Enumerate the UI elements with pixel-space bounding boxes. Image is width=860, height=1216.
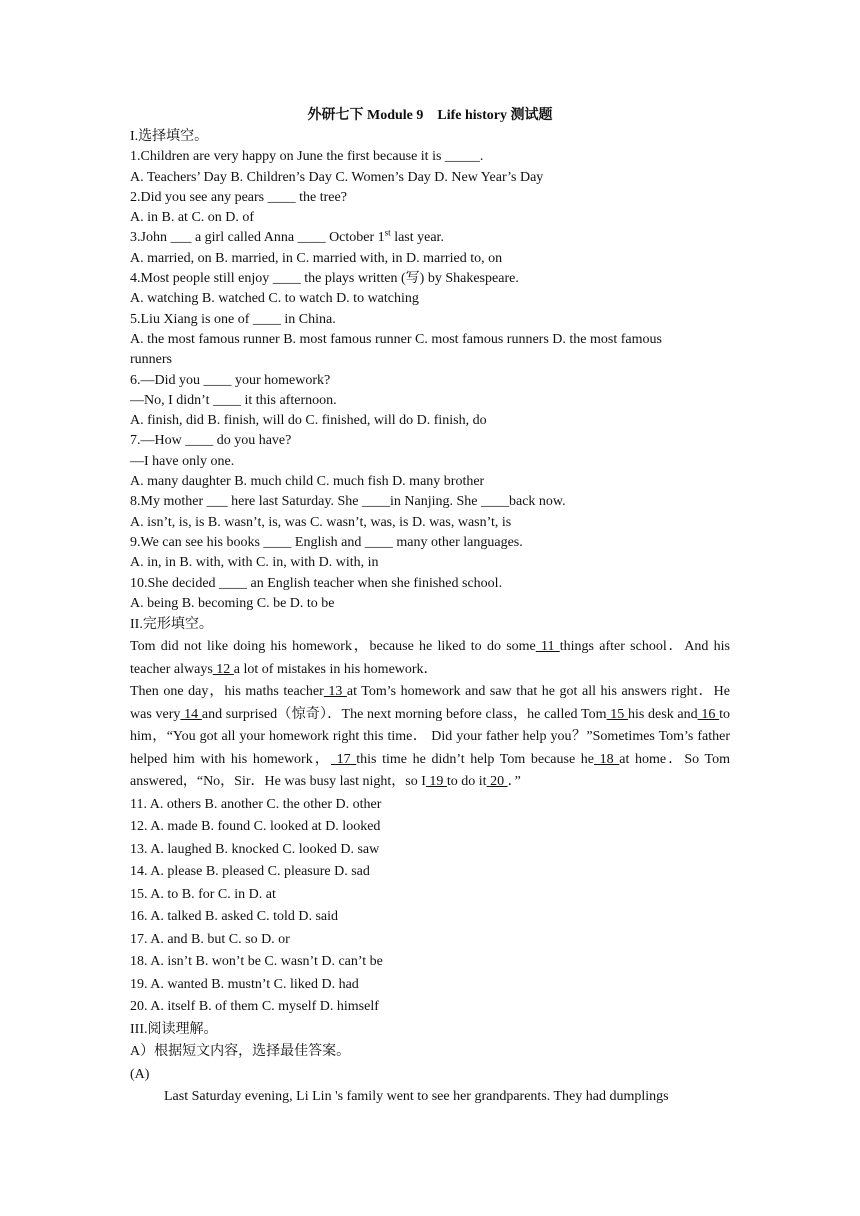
- blank-15: 15: [606, 706, 628, 722]
- section-heading: I.选择填空。: [130, 129, 209, 144]
- text: ．”: [507, 774, 521, 790]
- section-heading: II.完形填空。: [130, 617, 213, 633]
- text: things after school．And his teacher always: [130, 639, 730, 677]
- question-3-text: 3.John ___ a girl called Anna ____ October 1: [130, 230, 385, 246]
- options-7: A. many daughter B. much child C. much fish D. many brother: [130, 474, 485, 490]
- text: his desk and: [627, 706, 698, 722]
- question-8: 8.My mother ___ here last Saturday. She ____in Nanjing. She ____back now.: [130, 494, 566, 510]
- superscript: st: [384, 227, 391, 238]
- text: Tom did not like doing his homework，because he liked to do some: [130, 639, 536, 655]
- text: to him，“You got all your homework right this time． Did your father help you？”Sometimes Tom’s father helped him with his homework，: [130, 706, 731, 767]
- blank-14: 14: [180, 706, 202, 722]
- options-4: A. watching B. watched C. to watch D. to watching: [130, 291, 419, 307]
- cloze-option-14: 14. A. please B. pleased C. pleasure D. sad: [130, 864, 370, 880]
- passage-label: (A): [130, 1066, 150, 1082]
- cloze-option-16: 16. A. talked B. asked C. told D. said: [130, 909, 339, 925]
- blank-12: 12: [212, 661, 234, 677]
- text: a lot of mistakes in his homework．: [233, 661, 438, 677]
- blank-17: 17: [330, 751, 357, 767]
- options-1: A. Teachers’ Day B. Children’s Day C. Women’s Day D. New Year’s Day: [130, 169, 544, 185]
- cloze-paragraph-1: [130, 636, 730, 681]
- options-5: A. the most famous runner B. most famous runner C. most famous runners D. the most famous runners: [130, 331, 662, 368]
- options-10: A. being B. becoming C. be D. to be: [130, 595, 335, 611]
- question-4: 4.Most people still enjoy ____ the plays written (写) by Shakespeare.: [130, 271, 519, 287]
- blank-11: 11: [535, 639, 560, 655]
- blank-13: 13: [323, 684, 347, 700]
- cloze-option-12: 12. A. made B. found C. looked at D. looked: [130, 819, 381, 835]
- cloze-option-20: 20. A. itself B. of them C. myself D. himself: [130, 999, 379, 1015]
- blank-18: 18: [594, 751, 620, 767]
- cloze-option-13: 13. A. laughed B. knocked C. looked D. saw: [130, 841, 380, 857]
- passage-text: Last Saturday evening, Li Lin 's family went to see her grandparents. They had dumplings: [164, 1089, 669, 1105]
- options-9: A. in, in B. with, with C. in, with D. with, in: [130, 555, 379, 571]
- cloze-option-19: 19. A. wanted B. mustn’t C. liked D. had: [130, 976, 359, 992]
- question-3-tail: last year.: [390, 230, 444, 246]
- section-3: [130, 1019, 730, 1109]
- section-heading: III.阅读理解。: [130, 1021, 218, 1037]
- section-1: [130, 127, 730, 614]
- options-6: A. finish, did B. finish, will do C. finished, will do D. finish, do: [130, 413, 487, 429]
- text: at Tom’s homework and saw that he got all his answers right．He was very: [130, 684, 730, 722]
- document-page: [130, 104, 730, 1109]
- question-10: 10.She decided ____ an English teacher when she finished school.: [130, 575, 503, 591]
- text: Then one day，his maths teacher: [130, 684, 324, 700]
- text: this time he didn’t help Tom because he: [356, 751, 595, 767]
- blank-16: 16: [697, 706, 720, 722]
- question-7a: 7.—How ____ do you have?: [130, 433, 292, 449]
- question-1: 1.Children are very happy on June the first because it is _____.: [130, 149, 484, 165]
- section-subheading: A）根据短文内容，选择最佳答案。: [130, 1044, 351, 1060]
- blank-20: 20: [486, 774, 508, 790]
- options-2: A. in B. at C. on D. of: [130, 210, 255, 226]
- cloze-option-17: 17. A. and B. but C. so D. or: [130, 931, 290, 947]
- section-2: [130, 614, 730, 1019]
- text: and surprised（惊奇）．The next morning before class，he called Tom: [201, 706, 607, 722]
- question-3: [130, 228, 730, 248]
- cloze-paragraph-2: [130, 681, 730, 794]
- question-6a: 6.—Did you ____ your homework?: [130, 372, 331, 388]
- blank-19: 19: [425, 774, 447, 790]
- options-3: A. married, on B. married, in C. married with, in D. married to, on: [130, 250, 503, 266]
- question-7b: —I have only one.: [130, 453, 235, 469]
- options-8: A. isn’t, is, is B. wasn’t, is, was C. wasn’t, was, is D. was, wasn’t, is: [130, 514, 512, 530]
- question-9: 9.We can see his books ____ English and ____ many other languages.: [130, 534, 523, 550]
- question-2: 2.Did you see any pears ____ the tree?: [130, 189, 347, 205]
- cloze-option-18: 18. A. isn’t B. won’t be C. wasn’t D. can’t be: [130, 954, 383, 970]
- document-title: 外研七下 Module 9 Life history 测试题: [307, 108, 553, 123]
- cloze-option-11: 11. A. others B. another C. the other D. other: [130, 796, 382, 812]
- question-5: 5.Liu Xiang is one of ____ in China.: [130, 311, 336, 327]
- question-6b: —No, I didn’t ____ it this afternoon.: [130, 392, 337, 408]
- text: to do it: [446, 774, 487, 790]
- cloze-option-15: 15. A. to B. for C. in D. at: [130, 886, 276, 902]
- text: at home．So Tom answered，“No，Sir．He was busy last night，so I: [130, 751, 731, 790]
